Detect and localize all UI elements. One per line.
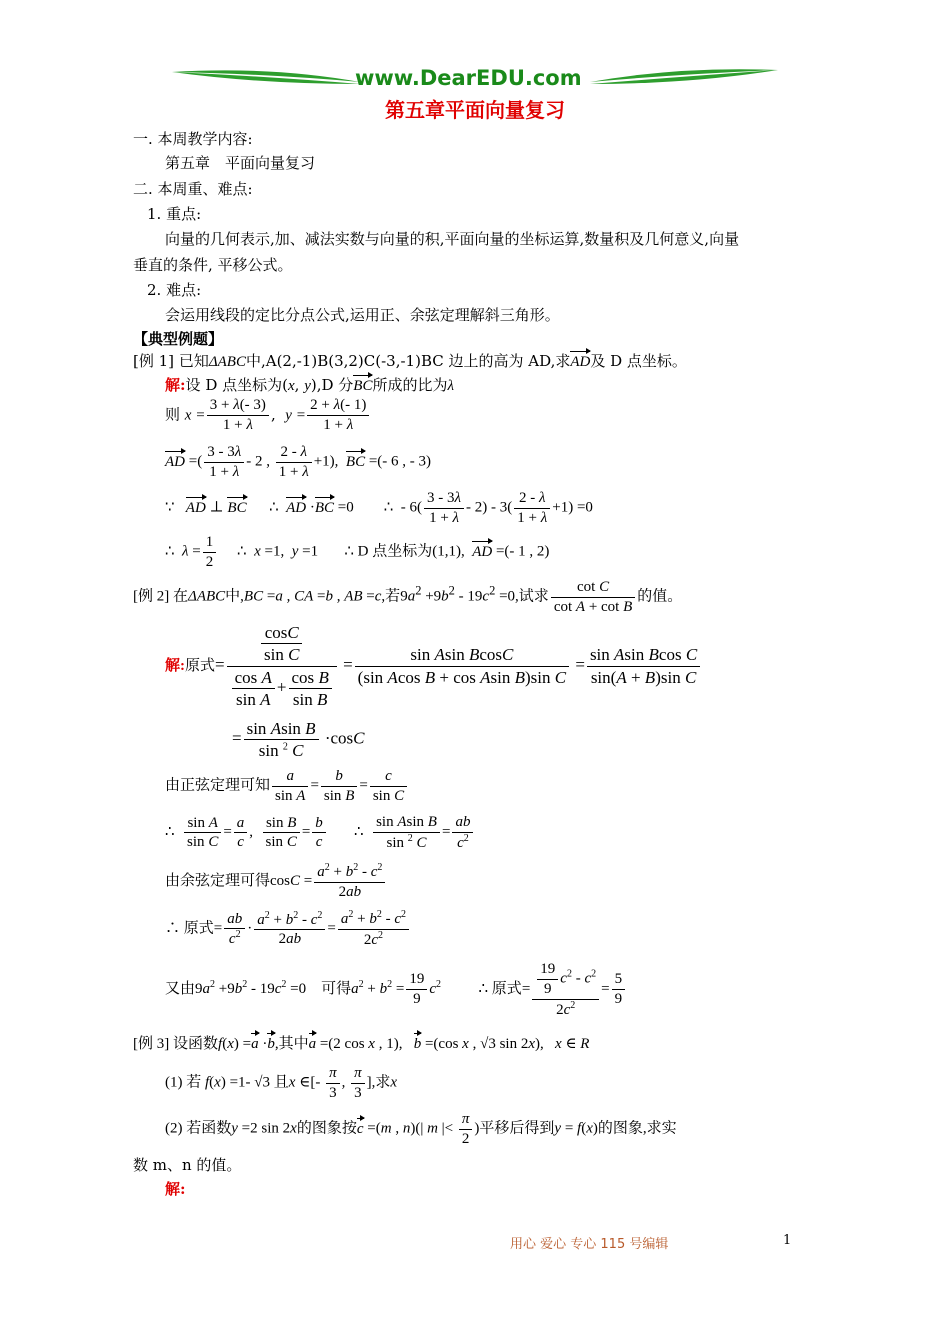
point-2-body: 会运用线段的定比分点公式,运用正、余弦定理解斜三角形。 bbox=[165, 306, 560, 324]
text: ,求 bbox=[371, 1074, 391, 1091]
example-2-question: [例 2] 在ΔABC中,BC =a , CA =b , AB =c,若$9a^2 +9b^2 - 19c^2 =0$,试求 $\frac{\text{cot C}}{\text{cot A + cot B}}$ 的值。 bbox=[133, 579, 683, 615]
example-2-step-5: 由余弦定理可得cosC = $\frac{a^2 + b^2 - c^2}{2ab}$ bbox=[165, 862, 387, 902]
solution-label: 解: bbox=[165, 657, 185, 674]
footer-text: 用心 爱心 专心 115 号编辑 bbox=[510, 1237, 669, 1252]
text: 中,A(2,-1)B(3,2)C(-3,-1)BC 边上的高为 AD,求 bbox=[245, 352, 571, 370]
example-2-step-1: 解:原式= $\frac{\cos C}{\text{sin C}}$ $\frac{\text{cos A}}{\text{sin A}}$ + $\frac{\text{cos B}}{\text{sin B}}$ = $\frac{\text{sin Asin BcosC}}{\text{(sin Acos B + cos Asin B)sin C}}$ = $\frac{\text{sin Asin Bcos C}}{\text{sin(A + B)sin C}}$ bbox=[165, 622, 702, 710]
text: ,试求 bbox=[515, 588, 549, 605]
because-symbol: ∵ bbox=[165, 499, 175, 516]
point-1-line-2: 垂直的条件, 平移公式。 bbox=[133, 256, 293, 274]
example-2-label: [例 2] bbox=[133, 588, 170, 605]
text: 的值。 bbox=[637, 588, 683, 605]
vector-ad: AD bbox=[570, 354, 591, 370]
example-1-step-5: ∴ λ = $\frac{1}{2}$ ∴ x =1, y =1 ∴ D 点坐标为(1,1), AD =(- 1 , 2) bbox=[165, 534, 550, 570]
example-3-part-2-line-2: 数 m、n 的值。 bbox=[133, 1156, 242, 1174]
text: 所成的比为 bbox=[372, 376, 448, 394]
text: 的图象,求实 bbox=[597, 1120, 677, 1137]
text: 原式 bbox=[491, 981, 522, 998]
text: 中, bbox=[225, 588, 244, 605]
example-2-step-2: = $\frac{\text{sin Asin B}}{\sin ^2 C}$ ·cosC bbox=[232, 719, 365, 761]
text: 在 bbox=[173, 588, 189, 605]
text: D 点坐标为(1,1), bbox=[357, 543, 465, 560]
example-1-label: [例 1] bbox=[133, 352, 175, 370]
text: 由余弦定理可得 bbox=[165, 873, 271, 890]
point-1-label: 1. 重点: bbox=[147, 205, 202, 223]
text: 设函数 bbox=[173, 1036, 219, 1052]
example-2-step-4: ∴ $\frac{\text{sin A}}{\text{sin C}}$ = $\frac{a}{c}$ , $\frac{\text{sin B}}{\text{sin C}}$ = $\frac{b}{c}$ ∴ $\frac{\text{sin Asin B}}{\sin ^2 C}$ = $\frac{ab}{c^2}$ bbox=[165, 813, 475, 853]
example-1-question bbox=[133, 350, 687, 371]
site-logo[interactable]: www.DearEDU.com bbox=[355, 66, 582, 90]
text: 则 bbox=[165, 405, 181, 424]
example-3-label: [例 3] bbox=[133, 1036, 170, 1052]
examples-heading: 【典型例题】 bbox=[133, 330, 224, 348]
text: (1) 若 bbox=[165, 1074, 202, 1091]
section-2-heading: 二. 本周重、难点: bbox=[133, 180, 253, 198]
text: )平移后得到 bbox=[474, 1120, 555, 1137]
text: ,若 bbox=[381, 588, 401, 605]
solution-label: 解: bbox=[165, 376, 186, 394]
text: ),D 分 bbox=[310, 376, 354, 394]
example-1-step-1: 解:设 D 点坐标为(x, y),D 分BC所成的比为λ bbox=[165, 376, 454, 394]
therefore-symbol: ∴ bbox=[165, 543, 175, 560]
point-1-line-1: 向量的几何表示,加、减法实数与向量的积,平面向量的坐标运算,数量积及几何意义,向量 bbox=[165, 230, 740, 248]
text: 原式 bbox=[183, 920, 214, 937]
example-2-step-3: 由正弦定理可知 $\frac{a}{\text{sin A}}$ = $\frac{b}{\text{sin B}}$ = $\frac{c}{\text{sin C}}$ bbox=[165, 767, 409, 806]
text: (2) 若函数 bbox=[165, 1120, 232, 1137]
text: ( bbox=[415, 1120, 421, 1137]
point-2-label: 2. 难点: bbox=[147, 281, 202, 299]
page-number: 1 bbox=[783, 1233, 792, 1248]
text: 又由 bbox=[165, 981, 196, 998]
text: 由正弦定理可知 bbox=[165, 777, 271, 794]
page-title: 第五章平面向量复习 bbox=[385, 98, 565, 122]
text: ,其中 bbox=[274, 1036, 309, 1052]
text: 已知 bbox=[178, 352, 209, 370]
text: 及 D 点坐标。 bbox=[590, 352, 687, 370]
text: 且 bbox=[273, 1074, 289, 1091]
example-2-step-6: ∴ 原式= $\frac{ab}{c^2}$ · $\frac{a^2 + b^2 - c^2}{2ab}$ = $\frac{a^2 + b^2 - c^2}{2c^2}$ bbox=[165, 909, 411, 950]
text: 可得 bbox=[321, 981, 352, 998]
example-3-part-2: (2) 若函数y =2 sin 2x的图象按c =(m , n)(| m |< $\frac{\pi}{2}$ )平移后得到y = f(x)的图象,求实 bbox=[165, 1111, 677, 1147]
triangle-abc: ΔABC bbox=[208, 354, 246, 370]
section-1-heading: 一. 本周教学内容: bbox=[133, 130, 253, 148]
text: 设 D 点坐标为( bbox=[185, 376, 288, 394]
text: 原式 bbox=[185, 657, 216, 674]
example-2-step-7: 又由$9a^2 +9b^2 - 19c^2 =0$ 可得$a^2 + b^2$ = $\frac{19}{9}$ $c^2$ ∴ 原式= $\frac{19}{9}$ $c^2 - c^2$ $2c^2$ = $\frac{5}{9}$ bbox=[165, 960, 627, 1019]
example-3-part-1: (1) 若 f(x) =1- √3 且x ∈[- $\frac{\pi}{3}$ , $\frac{\pi}{3}$ ],求x bbox=[165, 1065, 398, 1101]
text: , bbox=[398, 1036, 403, 1052]
example-1-step-2: 则 x = $\frac{3 + \lambda(- 3)}{1 + \lambda}$ , y = $\frac{2 + \lambda(- 1)}{1 + \lambda}$ bbox=[165, 396, 371, 435]
section-1-body: 第五章 平面向量复习 bbox=[165, 154, 316, 172]
text: 的图象按 bbox=[296, 1120, 357, 1137]
example-3-question: [例 3] 设函数f(x) =a ·b,其中a =(2 cos x , 1), b =(cos x , √3 sin 2x), x ∈ R bbox=[133, 1036, 590, 1052]
example-3-solution-label: 解: bbox=[165, 1180, 186, 1198]
example-1-step-3: AD =( $\frac{3 - 3\lambda}{1 + \lambda}$ - 2 , $\frac{2 - \lambda}{1 + \lambda}$ +1), BC =(- 6 , - 3) bbox=[165, 444, 432, 480]
example-1-step-4: ∵ AD ⊥ BC ∴ AD ·BC =0 ∴ - 6( $\frac{3 - 3\lambda}{1 + \lambda}$ - 2) - 3( $\frac{2 - \lambda}{1 + \lambda}$ +1) =0 bbox=[165, 490, 593, 526]
